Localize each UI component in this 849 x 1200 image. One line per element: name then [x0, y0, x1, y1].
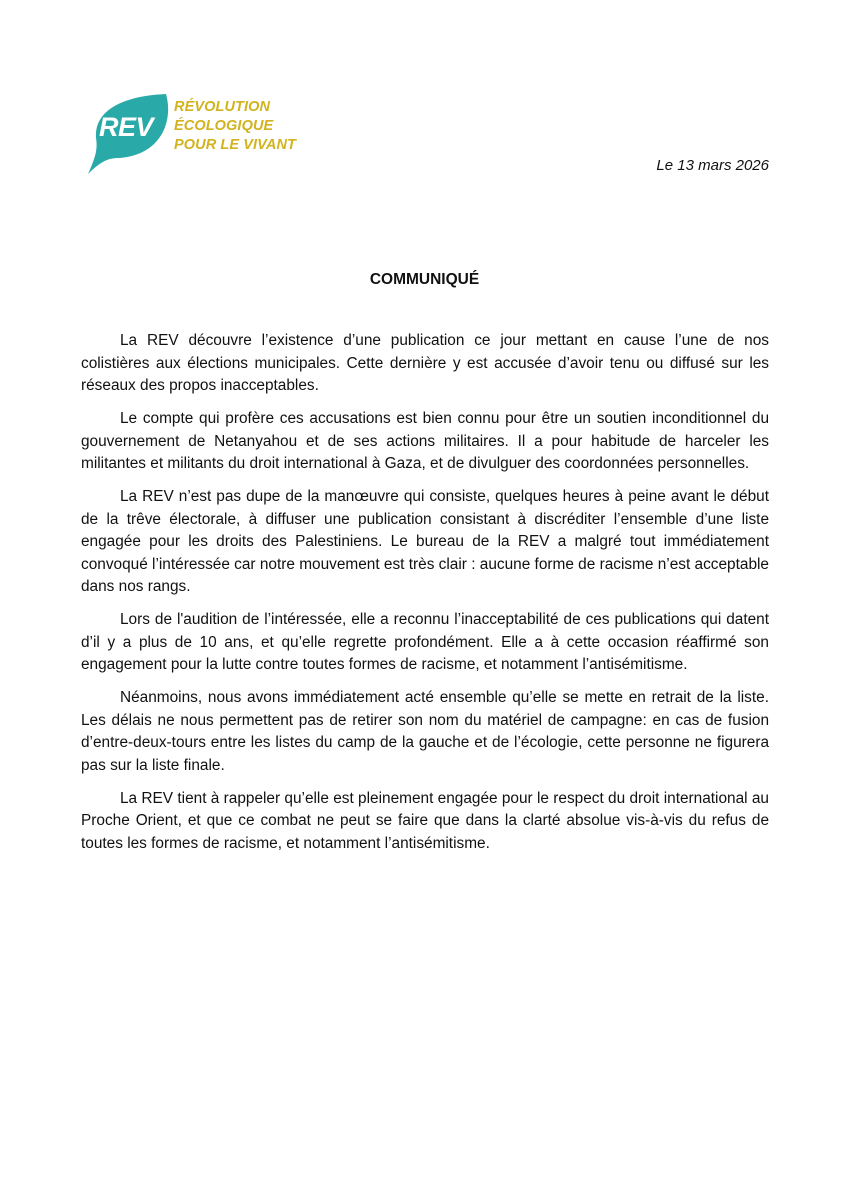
- paragraph: Le compte qui profère ces accusations est bien connu pour être un soutien inconditionnel du gouvernement de Netanyahou et de ses actions militaires. Il a pour habitude de harceler les militantes et militants du droit international à Gaza, et de divulguer des coordonnées personnelles.: [81, 410, 769, 472]
- document-title: COMMUNIQUÉ: [369, 271, 480, 288]
- paragraph: La REV tient à rappeler qu’elle est pleinement engagée pour le respect du droit international au Proche Orient, et que ce combat ne peut se faire que dans la clarté absolue vis-à-vis du refus de toutes les formes de racisme, et notamment l’antisémitisme.: [81, 789, 769, 852]
- paragraph: Néanmoins, nous avons immédiatement acté ensemble qu’elle se mette en retrait de la liste. Les délais ne nous permettent pas de retirer son nom du matériel de campagne: en cas de fusion d’entre-deux-tours entre les listes du camp de la gauche et de l’écologie, cette personne ne figurera pas sur la liste finale.: [81, 689, 769, 774]
- logo-acronym: REV: [99, 112, 154, 142]
- document-date: Le 13 mars 2026: [656, 157, 769, 174]
- document-body: [81, 330, 769, 866]
- paragraph: Lors de l'audition de l’intéressée, elle a reconnu l’inacceptabilité de ces publications qui datent d’il y a plus de 10 ans, et qu’elle regrette profondément. Elle a à cette occasion réaffirmé son engagement pour la lutte contre toutes formes de racisme, et notamment l’antisémitisme.: [81, 611, 769, 673]
- logo-line-1: RÉVOLUTION: [174, 99, 271, 115]
- logo-line-3: POUR LE VIVANT: [174, 137, 296, 153]
- logo-wordmark: [174, 98, 296, 155]
- logo-line-2: ÉCOLOGIQUE: [174, 118, 274, 134]
- leaf-icon: [86, 92, 176, 174]
- rev-logo: [86, 92, 306, 174]
- paragraph: La REV découvre l’existence d’une publication ce jour mettant en cause l’une de nos colistières aux élections municipales. Cette dernière y est accusée d’avoir tenu ou diffusé sur les réseaux des propos inacceptables.: [81, 332, 769, 394]
- paragraph: La REV n’est pas dupe de la manœuvre qui consiste, quelques heures à peine avant le début de la trêve électorale, à diffuser une publication consistant à discréditer l’ensemble d’une liste engagée pour les droits des Palestiniens. Le bureau de la REV a malgré tout immédiatement convoqué l’intéressée car notre mouvement est très clair : aucune forme de racisme n’est acceptable dans nos rangs.: [81, 488, 769, 595]
